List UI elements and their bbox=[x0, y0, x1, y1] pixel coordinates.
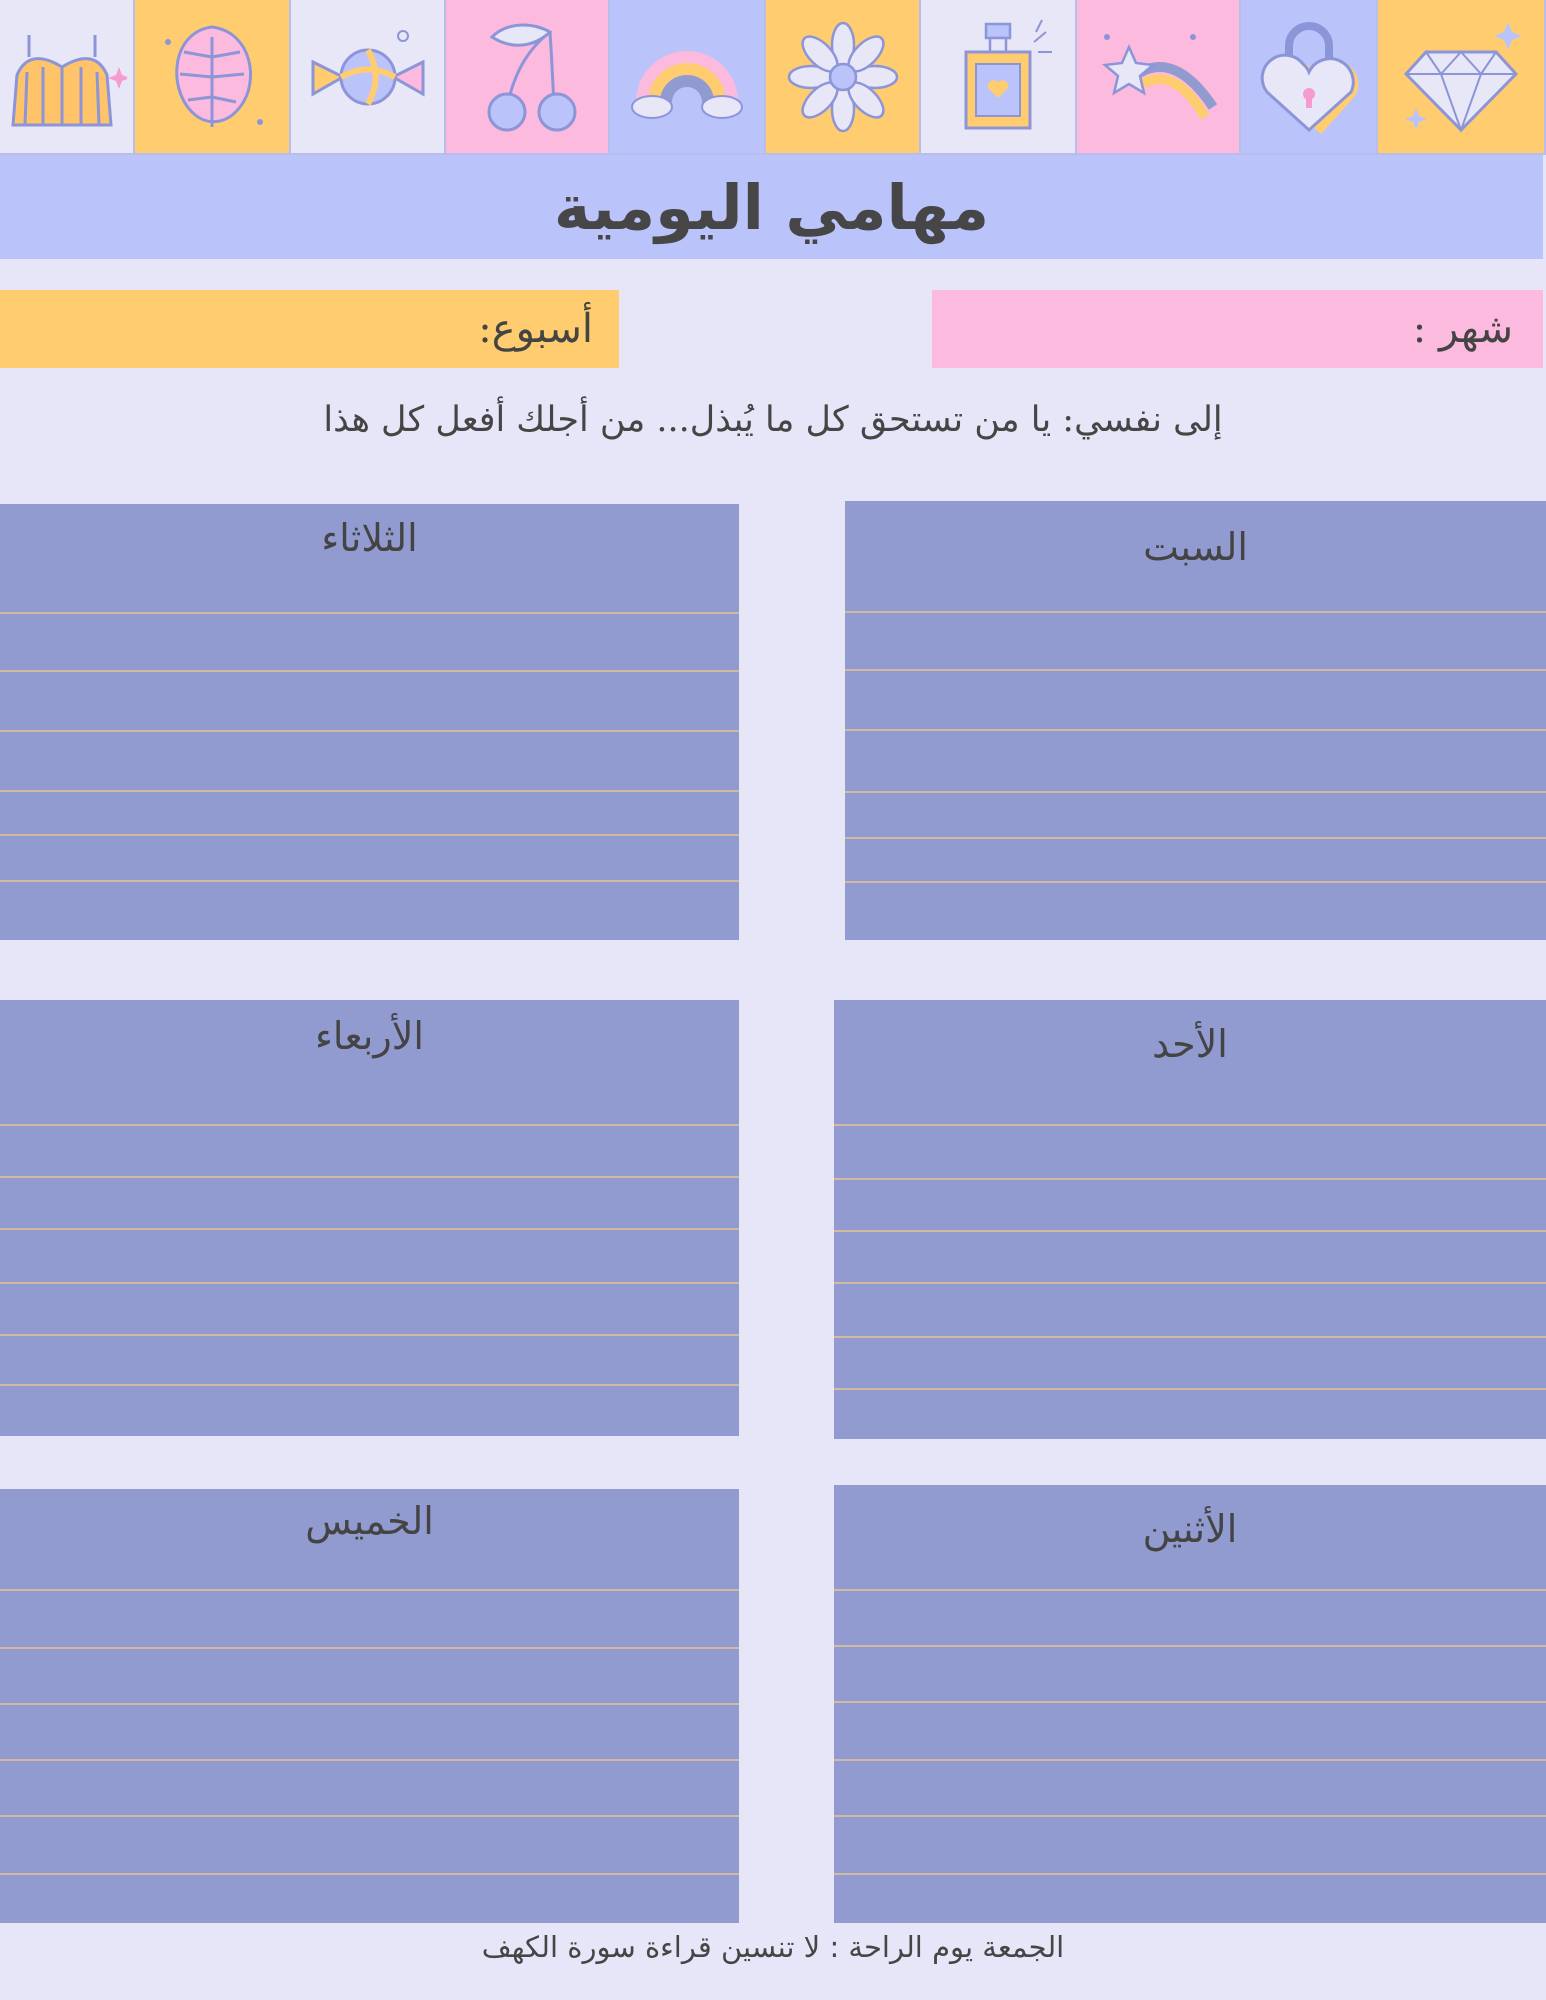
ruled-line bbox=[0, 1759, 739, 1761]
diamond-icon bbox=[1378, 0, 1546, 155]
ruled-line bbox=[0, 1647, 739, 1649]
ruled-line bbox=[0, 612, 739, 614]
day-panel-tuesday[interactable] bbox=[0, 504, 739, 940]
ruled-line bbox=[834, 1701, 1546, 1703]
ruled-line bbox=[834, 1873, 1546, 1875]
ruled-line bbox=[0, 1282, 739, 1284]
day-panel-sunday[interactable] bbox=[834, 1000, 1546, 1439]
ruled-line bbox=[845, 611, 1546, 613]
page-title: مهامي اليومية bbox=[553, 170, 990, 244]
day-title-wednesday: الأربعاء bbox=[315, 1014, 424, 1058]
ruled-line bbox=[0, 670, 739, 672]
ruled-line bbox=[845, 791, 1546, 793]
week-field[interactable] bbox=[0, 290, 619, 368]
ruled-line bbox=[834, 1124, 1546, 1126]
month-label: شهر : bbox=[1412, 306, 1513, 352]
day-panel-wednesday[interactable] bbox=[0, 1000, 739, 1436]
monstera-leaf-icon bbox=[135, 0, 291, 155]
ruled-line bbox=[0, 730, 739, 732]
ruled-line bbox=[0, 1124, 739, 1126]
ruled-line bbox=[0, 1228, 739, 1230]
ruled-line bbox=[834, 1282, 1546, 1284]
ruled-line bbox=[0, 1589, 739, 1591]
ruled-line bbox=[834, 1815, 1546, 1817]
day-panel-monday[interactable] bbox=[834, 1485, 1546, 1923]
day-panel-thursday[interactable] bbox=[0, 1489, 739, 1923]
day-panel-saturday[interactable] bbox=[845, 501, 1546, 940]
shooting-star-icon bbox=[1077, 0, 1241, 155]
day-title-saturday: السبت bbox=[1143, 525, 1248, 569]
ruled-line bbox=[845, 669, 1546, 671]
ruled-line bbox=[834, 1645, 1546, 1647]
ruled-line bbox=[845, 729, 1546, 731]
motivational-quote: إلى نفسي: يا من تستحق كل ما يُبذل... من أجلك أفعل كل هذا bbox=[323, 400, 1223, 440]
ruled-line bbox=[834, 1336, 1546, 1338]
day-title-monday: الأثنين bbox=[1142, 1507, 1238, 1551]
day-title-sunday: الأحد bbox=[1152, 1022, 1228, 1066]
title-bar bbox=[0, 155, 1543, 259]
day-title-thursday: الخميس bbox=[305, 1499, 434, 1543]
ruled-line bbox=[0, 1384, 739, 1386]
ruled-line bbox=[0, 1703, 739, 1705]
top-icon bbox=[0, 0, 135, 155]
ruled-line bbox=[0, 1334, 739, 1336]
ruled-line bbox=[845, 881, 1546, 883]
rainbow-icon bbox=[610, 0, 766, 155]
cherries-icon bbox=[446, 0, 610, 155]
ruled-line bbox=[834, 1178, 1546, 1180]
ruled-line bbox=[0, 834, 739, 836]
daisy-icon bbox=[766, 0, 921, 155]
heart-lock-icon bbox=[1241, 0, 1378, 155]
day-title-tuesday: الثلاثاء bbox=[321, 516, 418, 560]
icon-banner bbox=[0, 0, 1546, 155]
ruled-line bbox=[0, 790, 739, 792]
ruled-line bbox=[0, 1873, 739, 1875]
ruled-line bbox=[834, 1759, 1546, 1761]
ruled-line bbox=[0, 1176, 739, 1178]
month-field[interactable] bbox=[932, 290, 1543, 368]
ruled-line bbox=[0, 880, 739, 882]
week-label: أسبوع: bbox=[478, 306, 593, 352]
ruled-line bbox=[834, 1589, 1546, 1591]
perfume-icon bbox=[921, 0, 1077, 155]
ruled-line bbox=[845, 837, 1546, 839]
ruled-line bbox=[834, 1388, 1546, 1390]
ruled-line bbox=[834, 1230, 1546, 1232]
ruled-line bbox=[0, 1815, 739, 1817]
footer-note: الجمعة يوم الراحة : لا تنسين قراءة سورة الكهف bbox=[481, 1930, 1065, 1964]
candy-icon bbox=[291, 0, 446, 155]
